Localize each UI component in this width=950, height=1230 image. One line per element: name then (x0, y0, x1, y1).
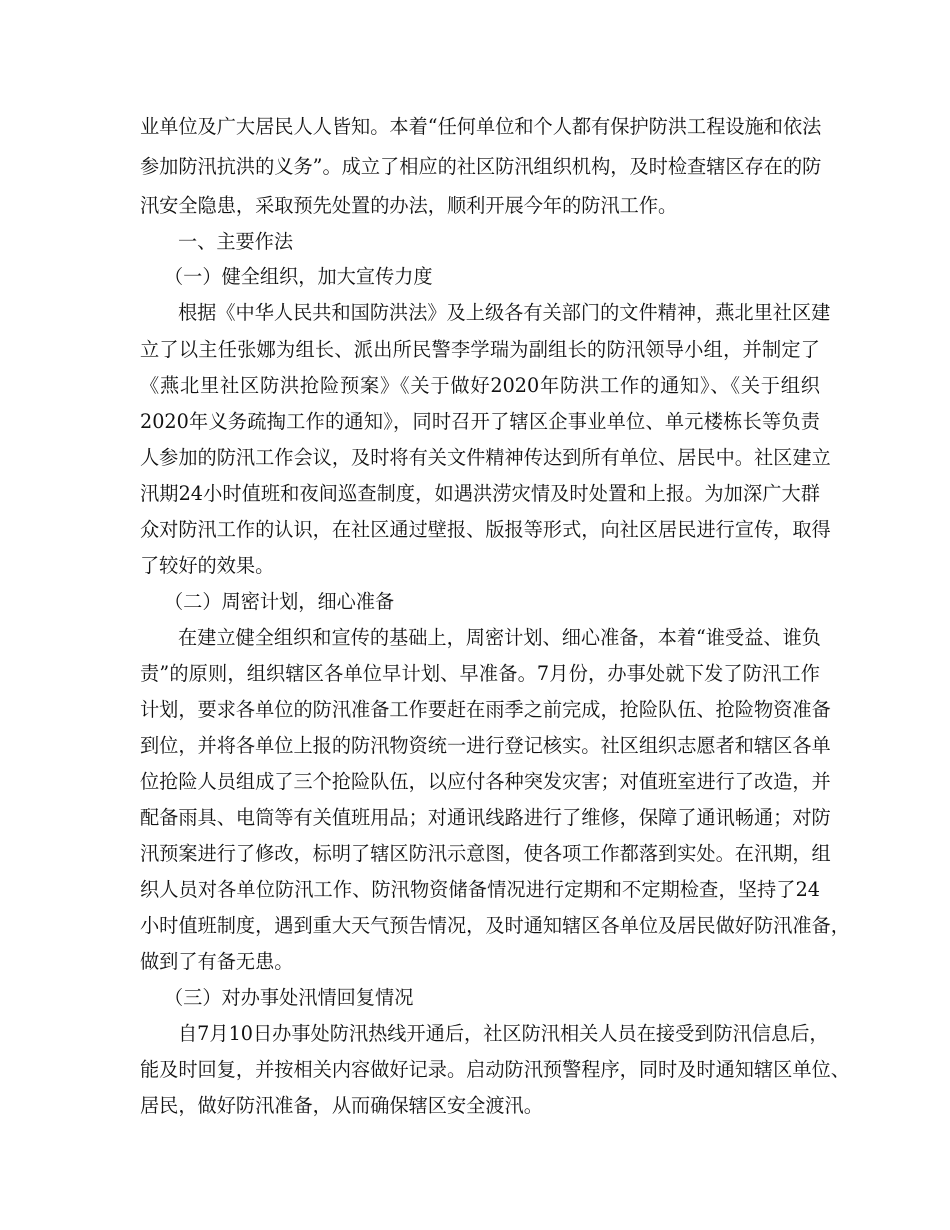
body-text-line: 位抢险人员组成了三个抢险队伍，以应付各种突发灾害；对值班室进行了改造，并 (140, 770, 831, 793)
body-text-line: 众对防汛工作的认识，在社区通过壁报、版报等形式，向社区居民进行宣传，取得 (140, 518, 831, 541)
section-heading: 一、主要作法 (178, 230, 294, 253)
body-text-line: 配备雨具、电筒等有关值班用品；对通讯线路进行了维修，保障了通讯畅通；对防 (140, 806, 831, 829)
body-text-line: 立了以主任张娜为组长、派出所民警李学瑞为副组长的防汛领导小组，并制定了 (140, 338, 820, 361)
body-text-line: 做到了有备无患。 (140, 950, 294, 973)
body-text-line: 汛预案进行了修改，标明了辖区防汛示意图，使各项工作都落到实处。在汛期，组 (140, 842, 831, 865)
body-text-line: 责”的原则，组织辖区各单位早计划、早准备。7月份，办事处就下发了防汛工作 (140, 662, 820, 685)
body-text-line: 计划，要求各单位的防汛准备工作要赶在雨季之前完成，抢险队伍、抢险物资准备 (140, 698, 831, 721)
body-text-line: 能及时回复，并按相关内容做好记录。启动防汛预警程序，同时及时通知辖区单位、 (140, 1058, 850, 1081)
body-text-line: 到位，并将各单位上报的防汛物资统一进行登记核实。社区组织志愿者和辖区各单 (140, 734, 831, 757)
body-text-line: 织人员对各单位防汛工作、防汛物资储备情况进行定期和不定期检查，坚持了24 (140, 878, 820, 901)
body-text-line: 2020年义务疏掏工作的通知》，同时召开了辖区企事业单位、单元楼栋长等负责 (140, 410, 820, 433)
body-text-line: 居民，做好防汛准备，从而确保辖区安全渡汛。 (140, 1094, 543, 1117)
subsection-heading: （三）对办事处汛情回复情况 (164, 986, 414, 1009)
subsection-heading: （二）周密计划，细心准备 (164, 590, 395, 613)
body-text-line: 汛期24小时值班和夜间巡查制度，如遇洪涝灾情及时处置和上报。为加深广大群 (140, 482, 820, 505)
body-text-line: 人参加的防汛工作会议，及时将有关文件精神传达到所有单位、居民中。社区建立 (140, 446, 831, 469)
body-text-line: 根据《中华人民共和国防洪法》及上级各有关部门的文件精神，燕北里社区建 (178, 301, 831, 324)
body-text-line: 《燕北里社区防洪抢险预案》《关于做好2020年防洪工作的通知》、《关于组织 (140, 374, 820, 397)
body-text-line: 自7月10日办事处防汛热线开通后，社区防汛相关人员在接受到防汛信息后， (178, 1022, 829, 1045)
subsection-heading: （一）健全组织，加大宣传力度 (164, 265, 433, 288)
body-text-line: 参加防汛抗洪的义务”。成立了相应的社区防汛组织机构，及时检查辖区存在的防 (140, 155, 822, 178)
body-text-line: 小时值班制度，遇到重大天气预告情况，及时通知辖区各单位及居民做好防汛准备， (140, 914, 850, 937)
body-text-line: 了较好的效果。 (140, 554, 275, 577)
body-text-line: 在建立健全组织和宣传的基础上，周密计划、细心准备，本着“谁受益、谁负 (178, 626, 821, 649)
body-text-line: 汛安全隐患，采取预先处置的办法，顺利开展今年的防汛工作。 (140, 194, 678, 217)
body-text-line: 业单位及广大居民人人皆知。本着“任何单位和个人都有保护防洪工程设施和依法 (140, 115, 822, 138)
